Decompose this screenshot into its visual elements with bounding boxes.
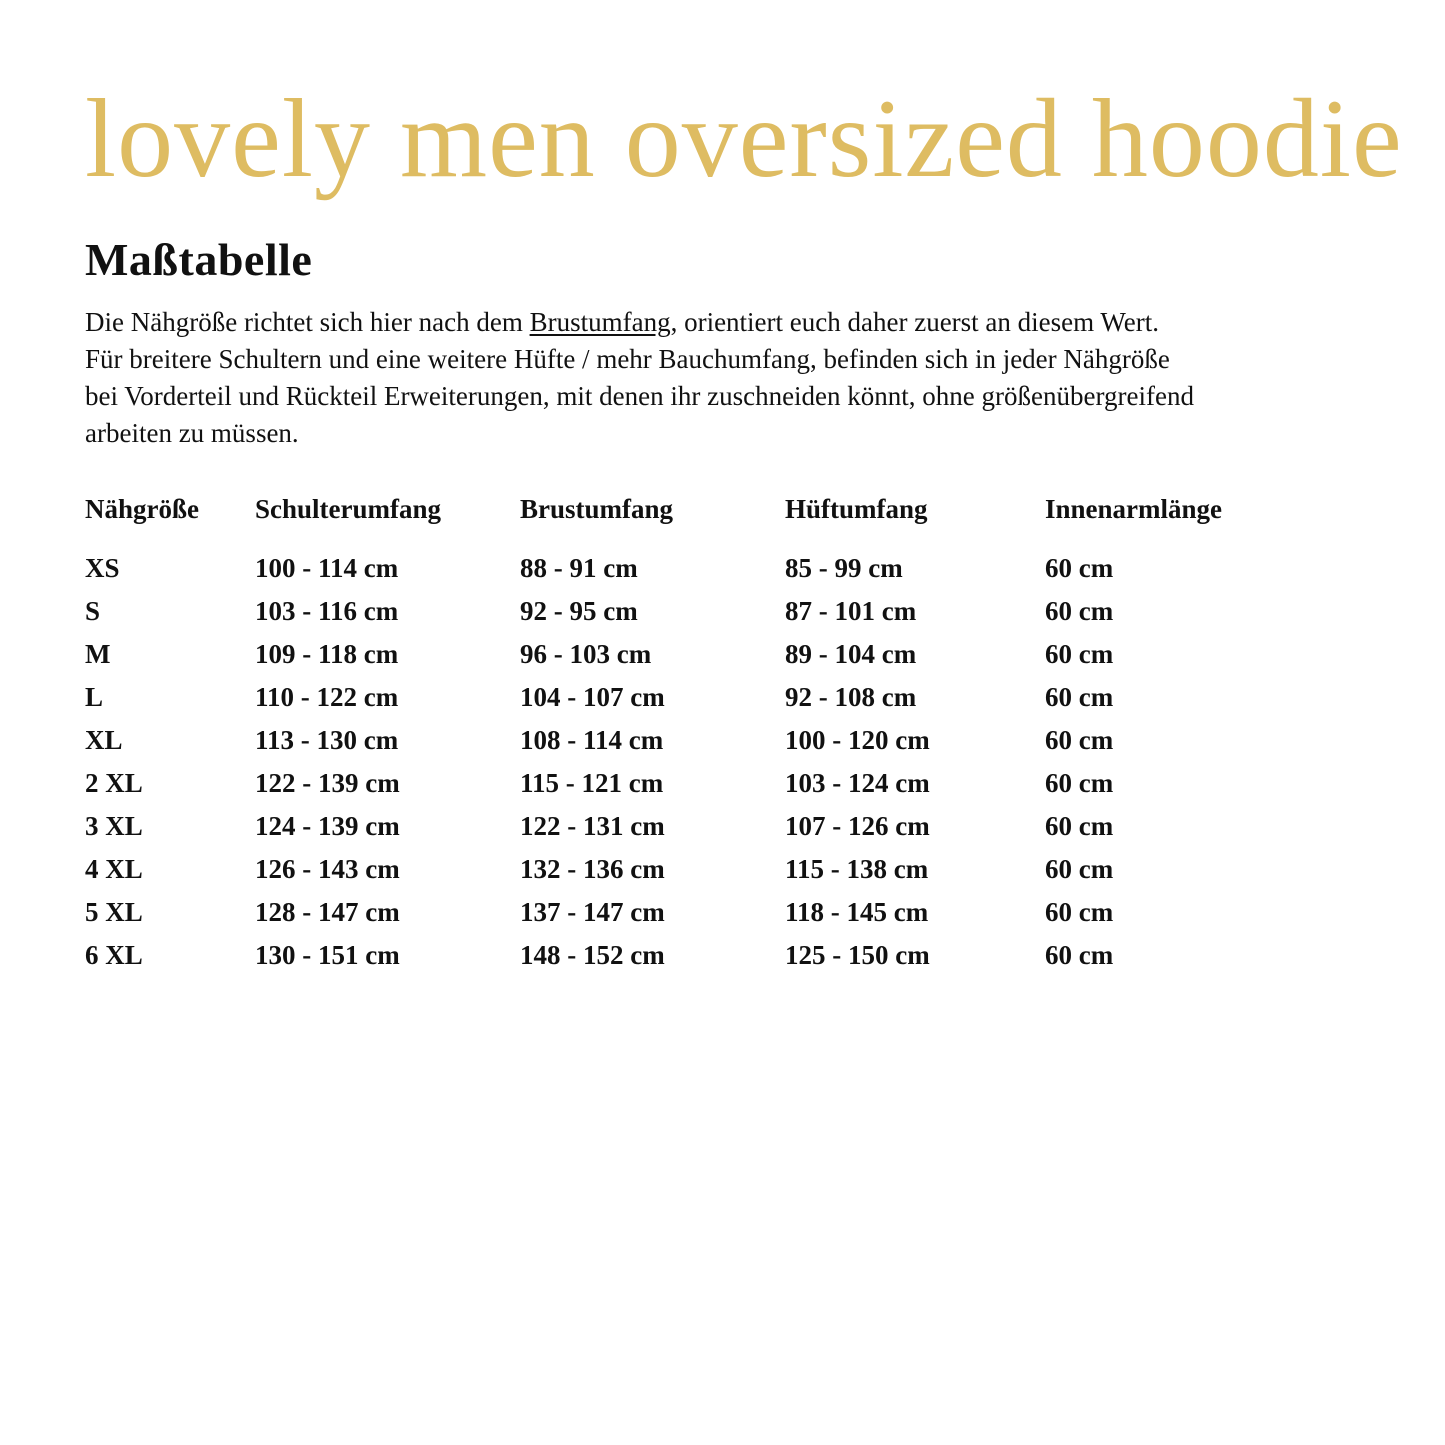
arm-value: 60 cm [1045, 725, 1114, 756]
arm-value: 60 cm [1045, 854, 1114, 885]
page-title: lovely men oversized hoodie [85, 77, 1403, 201]
arm-value: 60 cm [1045, 553, 1114, 584]
page-content [85, 0, 1403, 983]
table-row-xl [85, 725, 1265, 768]
size-label: 3 XL [85, 811, 143, 842]
size-table [85, 494, 1265, 983]
table-row-5xl [85, 897, 1265, 940]
hip-value: 85 - 99 cm [785, 553, 903, 584]
size-label: XS [85, 553, 120, 584]
arm-value: 60 cm [1045, 940, 1114, 971]
table-row-s [85, 596, 1265, 639]
size-table-body [85, 553, 1265, 983]
chest-value: 88 - 91 cm [520, 553, 638, 584]
intro-underlined-term: Brustumfang [529, 307, 671, 338]
size-label: XL [85, 725, 123, 756]
size-label: M [85, 639, 111, 670]
table-row-xs [85, 553, 1265, 596]
size-label: 6 XL [85, 940, 143, 971]
chest-value: 137 - 147 cm [520, 897, 665, 928]
hip-value: 87 - 101 cm [785, 596, 917, 627]
hip-value: 89 - 104 cm [785, 639, 917, 670]
table-row-l [85, 682, 1265, 725]
arm-value: 60 cm [1045, 897, 1114, 928]
shoulder-value: 109 - 118 cm [255, 639, 399, 670]
size-label: S [85, 596, 101, 627]
size-label: 4 XL [85, 854, 143, 885]
col-header-hueftumfang: Hüftumfang [785, 494, 928, 525]
hip-value: 118 - 145 cm [785, 897, 929, 928]
chest-value: 148 - 152 cm [520, 940, 665, 971]
shoulder-value: 128 - 147 cm [255, 897, 400, 928]
shoulder-value: 126 - 143 cm [255, 854, 400, 885]
intro-line-4: arbeiten zu müssen. [85, 418, 299, 449]
shoulder-value: 103 - 116 cm [255, 596, 399, 627]
hip-value: 125 - 150 cm [785, 940, 930, 971]
hip-value: 107 - 126 cm [785, 811, 930, 842]
table-row-4xl [85, 854, 1265, 897]
hip-value: 115 - 138 cm [785, 854, 929, 885]
shoulder-value: 130 - 151 cm [255, 940, 400, 971]
chest-value: 115 - 121 cm [520, 768, 664, 799]
size-label: 5 XL [85, 897, 143, 928]
col-header-naehgroesse: Nähgröße [85, 494, 199, 525]
arm-value: 60 cm [1045, 682, 1114, 713]
header-row [85, 494, 1265, 553]
size-label: L [85, 682, 104, 713]
shoulder-value: 124 - 139 cm [255, 811, 400, 842]
hip-value: 103 - 124 cm [785, 768, 930, 799]
arm-value: 60 cm [1045, 811, 1114, 842]
hip-value: 100 - 120 cm [785, 725, 930, 756]
intro-line-1 [85, 304, 1385, 341]
intro-line-2: Für breitere Schultern und eine weitere Hüfte / mehr Bauchumfang, befinden sich in jeder Nähgröße [85, 344, 1170, 375]
col-header-brustumfang: Brustumfang [520, 494, 674, 525]
section-heading: Maßtabelle [85, 234, 313, 286]
chest-value: 122 - 131 cm [520, 811, 665, 842]
table-row-2xl [85, 768, 1265, 811]
chest-value: 132 - 136 cm [520, 854, 665, 885]
shoulder-value: 113 - 130 cm [255, 725, 399, 756]
intro-line-3: bei Vorderteil und Rückteil Erweiterungen, mit denen ihr zuschneiden könnt, ohne größenübergreifend [85, 381, 1194, 412]
arm-value: 60 cm [1045, 768, 1114, 799]
arm-value: 60 cm [1045, 639, 1114, 670]
table-row-3xl [85, 811, 1265, 854]
arm-value: 60 cm [1045, 596, 1114, 627]
chest-value: 108 - 114 cm [520, 725, 664, 756]
col-header-schulterumfang: Schulterumfang [255, 494, 442, 525]
intro-line-1-post: , orientiert euch daher zuerst an diesem Wert. [670, 307, 1159, 338]
table-row-6xl [85, 940, 1265, 983]
col-header-innenarmlaenge: Innenarmlänge [1045, 494, 1223, 525]
shoulder-value: 110 - 122 cm [255, 682, 399, 713]
intro-line-1-pre: Die Nähgröße richtet sich hier nach dem [85, 307, 530, 338]
chest-value: 96 - 103 cm [520, 639, 652, 670]
hip-value: 92 - 108 cm [785, 682, 917, 713]
shoulder-value: 122 - 139 cm [255, 768, 400, 799]
shoulder-value: 100 - 114 cm [255, 553, 399, 584]
intro-paragraph [85, 304, 1385, 452]
chest-value: 92 - 95 cm [520, 596, 638, 627]
size-label: 2 XL [85, 768, 143, 799]
table-row-m [85, 639, 1265, 682]
chest-value: 104 - 107 cm [520, 682, 665, 713]
size-table-header [85, 494, 1265, 553]
